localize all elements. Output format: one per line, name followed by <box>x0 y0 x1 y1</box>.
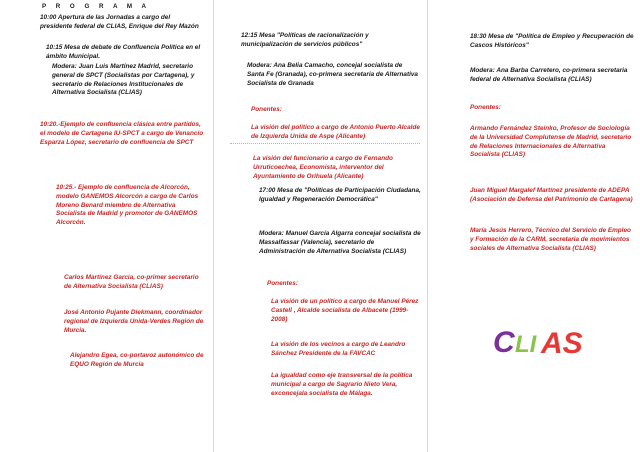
logo-letters-li: LI <box>515 331 537 358</box>
divider <box>230 143 420 144</box>
session-services-title: 12:15 Mesa "Políticas de racionalización y municipalización de servicios públicos" <box>241 32 369 48</box>
logo-letters-as: AS <box>541 327 583 360</box>
speaker-alcorcon: 10:25.- Ejemplo de confluencia de Alcorcón, modelo GANEMOS Alcorcón a cargo de Carlos Moreno Benard miembro de Alternativa Socialista de Madrid y promotor de GANEMOS Alcorcón. <box>56 184 199 227</box>
speakers-heading: Ponentes: <box>251 106 282 113</box>
speaker-perez: La visión de un político a cargo de Manuel Pérez Castell , Alcalde socialista de Albacete (1999-2008) <box>271 298 419 323</box>
speakers-heading: Ponentes: <box>470 104 501 111</box>
speaker-pujante: José Antonio Pujante Diekmann, coordinador regional de Izquierda Unida-Verdes Región de Murcia. <box>64 309 204 334</box>
session-municipal-title: 10:15 Mesa de debate de Confluencia Política en el ámbito Municipal. <box>46 44 201 60</box>
moderator-text: Modera: Juan Luis Martínez Madrid, secretario general de SPCT (Socialistas por Cartagena), y secretario de Relaciones Institucionales de Alternativa Socialista (CLIAS) <box>52 63 195 97</box>
speaker-herrero: María Jesús Herrero, Técnico del Servicio de Empleo y Formación de la CARM, secretaria de movimientos sociales de Alternativa Socialista (CLIAS) <box>470 227 631 252</box>
speaker-nieto: La igualdad como eje transversal de la política municipal a cargo de Sagrario Nieto Vera, exconcejala socialista de Málaga. <box>271 372 413 397</box>
moderator-text: Modera: Ana Belia Camacho, concejal socialista de Santa Fe (Granada), co-primera secretaria de Alternativa Socialista de Granada <box>247 62 418 87</box>
opening-item: 10:00 Apertura de las Jornadas a cargo del presidente federal de CLIAS, Enrique del Rey Mazón <box>40 14 199 30</box>
speaker-cartagena: 10:20.-Ejemplo de confluencia clásica entre partidos, el modelo de Cartagena IU-SPCT a cargo de Venancio Esparza López, secretario de confluencia de SPCT <box>40 121 204 146</box>
logo-letter-c: C <box>493 326 515 359</box>
speaker-martinez: Carlos Martínez García, co-primer secretario de Alternativa Socialista (CLIAS) <box>64 274 199 290</box>
moderator-text: Modera: Ana Barba Carretero, co-primera secretaria federal de Alternativa Socialista (CLIAS) <box>470 67 628 83</box>
program-heading: P R O G R A M A <box>42 3 151 10</box>
session-participation-title: 17:00 Mesa de "Políticas de Participación Ciudadana, Igualdad y Regeneración Democrática" <box>259 187 421 203</box>
moderator-text: Modera: Manuel García Algarra concejal socialista de Massalfassar (Valencia), secretario de Administración de Alternativa Socialista (CLIAS) <box>259 230 421 255</box>
speaker-egea: Alejandro Egea, co-portavoz autonómico de EQUO Región de Murcia <box>70 352 204 368</box>
speaker-margalef: Juan Miguel Margalef Martínez presidente de ADEPA (Asociación de Defensa del Patrimonio de Cartagena) <box>470 187 633 203</box>
speaker-sanchez: La visión de los vecinos a cargo de Leandro Sánchez Presidente de la FAVCAC <box>271 341 406 357</box>
speaker-puerto: La visión del político a cargo de Antonio Puerto Alcalde de Izquierda Unida de Aspe (Alicante) <box>251 124 420 140</box>
speakers-heading: Ponentes: <box>267 280 298 287</box>
clias-logo <box>493 321 593 361</box>
column-right <box>430 0 640 452</box>
speaker-urruticoechea: La visión del funcionario a cargo de Fernando Urruticoechea, Economista, interventor del Ayuntamiento de Orihuela (Alicante) <box>253 155 393 180</box>
column-left <box>0 0 210 452</box>
speaker-fernandez: Armando Fernández Steinko, Profesor de Sociología de la Universidad Complutense de Madrid, secretario de Relaciones Internacionales de Alternativa Socialista (CLIAS) <box>470 125 632 159</box>
session-employment-title: 18:30 Mesa de "Política de Empleo y Recuperación de Cascos Históricos" <box>470 33 634 49</box>
